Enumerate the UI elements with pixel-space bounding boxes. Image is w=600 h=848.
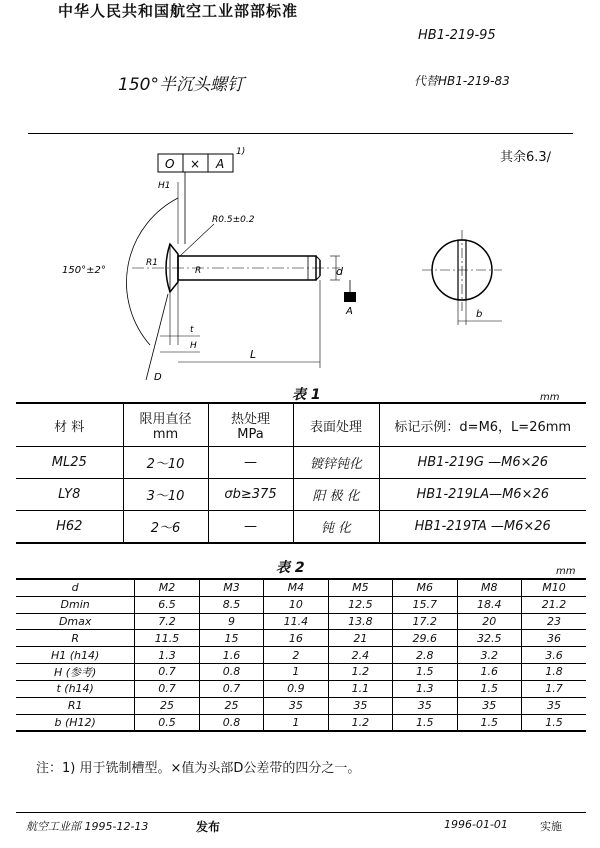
head-view bbox=[412, 225, 512, 335]
b-label: b bbox=[476, 309, 483, 320]
cell: σb≥375 bbox=[208, 479, 293, 511]
table-row bbox=[16, 647, 586, 664]
h1-label: H1 bbox=[158, 181, 171, 191]
table-row bbox=[16, 511, 586, 544]
cell: 镀锌钝化 bbox=[293, 447, 379, 479]
table1-unit: mm bbox=[540, 392, 560, 403]
cell: 29.6 bbox=[393, 630, 457, 647]
cell: 21 bbox=[328, 630, 392, 647]
cell: 6.5 bbox=[135, 596, 199, 613]
cell: M6 bbox=[393, 579, 457, 596]
cell: M5 bbox=[328, 579, 392, 596]
cell: H62 bbox=[16, 511, 123, 544]
cell: H1 (h14) bbox=[16, 647, 135, 664]
cell: 13.8 bbox=[328, 613, 392, 630]
dimensions-table bbox=[16, 578, 586, 732]
implementation-label: 实施 bbox=[540, 820, 562, 833]
header-diameter: 限用直径 mm bbox=[123, 403, 208, 447]
cell: 23 bbox=[521, 613, 586, 630]
cell: 1 bbox=[264, 663, 328, 680]
cell: 35 bbox=[457, 697, 521, 714]
cell: — bbox=[208, 511, 293, 544]
frame-cell-2: × bbox=[190, 157, 201, 171]
cell: Dmin bbox=[16, 596, 135, 613]
table-row bbox=[16, 596, 586, 613]
header-heat: 热处理 MPa bbox=[208, 403, 293, 447]
table2-caption: 表 2 bbox=[276, 560, 305, 576]
header-surface: 表面处理 bbox=[293, 403, 379, 447]
cell: 1.5 bbox=[457, 714, 521, 731]
cell: 12.5 bbox=[328, 596, 392, 613]
header-material: 材 料 bbox=[16, 403, 123, 447]
table-row bbox=[16, 697, 586, 714]
cell: 1.8 bbox=[521, 663, 586, 680]
cell: 25 bbox=[135, 697, 199, 714]
cell: 16 bbox=[264, 630, 328, 647]
cell: 17.2 bbox=[393, 613, 457, 630]
table-row bbox=[16, 613, 586, 630]
cell: 2～6 bbox=[123, 511, 208, 544]
cell: 1.6 bbox=[457, 663, 521, 680]
fillet-label: R0.5±0.2 bbox=[212, 215, 255, 225]
tolerance-frame bbox=[158, 147, 245, 244]
cell: 0.9 bbox=[264, 680, 328, 697]
cell: 2.4 bbox=[328, 647, 392, 664]
cell: 36 bbox=[521, 630, 586, 647]
cell: HB1-219G —M6×26 bbox=[379, 447, 586, 479]
materials-table bbox=[16, 402, 586, 544]
issue-label: 发布 bbox=[196, 820, 221, 834]
datum-label: A bbox=[346, 306, 353, 317]
cell: 10 bbox=[264, 596, 328, 613]
table-row bbox=[16, 663, 586, 680]
cell: 1.5 bbox=[521, 714, 586, 731]
table-header-row bbox=[16, 403, 586, 447]
frame-cell-3: A bbox=[216, 157, 225, 171]
cell: 3～10 bbox=[123, 479, 208, 511]
table-row bbox=[16, 447, 586, 479]
cell: 0.7 bbox=[135, 663, 199, 680]
frame-cell-1: O bbox=[165, 157, 175, 171]
cell: 0.8 bbox=[199, 663, 263, 680]
cell: 2～10 bbox=[123, 447, 208, 479]
cell: 2.8 bbox=[393, 647, 457, 664]
roughness-note: 其余6.3∕ bbox=[500, 150, 552, 165]
standard-number: HB1-219-95 bbox=[418, 28, 496, 43]
d-label: d bbox=[336, 265, 343, 278]
table-row bbox=[16, 680, 586, 697]
cell: M3 bbox=[199, 579, 263, 596]
cell: 35 bbox=[328, 697, 392, 714]
cell: 3.6 bbox=[521, 647, 586, 664]
footnote: 注：1) 用于铣制槽型。×值为头部D公差带的四分之一。 bbox=[36, 761, 361, 776]
big-d-label: D bbox=[154, 372, 162, 383]
implementation-date: 1996-01-01 bbox=[444, 818, 508, 831]
cell: M10 bbox=[521, 579, 586, 596]
table-header-row bbox=[16, 579, 586, 596]
cell: M4 bbox=[264, 579, 328, 596]
cell: 3.2 bbox=[457, 647, 521, 664]
table1-caption: 表 1 bbox=[292, 387, 321, 403]
cell: M2 bbox=[135, 579, 199, 596]
cell: R1 bbox=[16, 697, 135, 714]
cell: 1 bbox=[264, 714, 328, 731]
cell: M8 bbox=[457, 579, 521, 596]
cell: 0.7 bbox=[199, 680, 263, 697]
header-example: 标记示例：d=M6，L=26mm bbox=[379, 403, 586, 447]
issuer: 航空工业部 1995-12-13 bbox=[26, 820, 149, 833]
cell: 21.2 bbox=[521, 596, 586, 613]
angle-label: 150°±2° bbox=[62, 265, 106, 276]
cell: 1.5 bbox=[457, 680, 521, 697]
cell: 8.5 bbox=[199, 596, 263, 613]
cell: ML25 bbox=[16, 447, 123, 479]
cell: 1.7 bbox=[521, 680, 586, 697]
cell: 阳 极 化 bbox=[293, 479, 379, 511]
part-name: 150°半沉头螺钉 bbox=[118, 75, 244, 95]
cell: HB1-219TA —M6×26 bbox=[379, 511, 586, 544]
cell: 1.3 bbox=[135, 647, 199, 664]
cell: 1.1 bbox=[328, 680, 392, 697]
cell: 20 bbox=[457, 613, 521, 630]
cell: 35 bbox=[393, 697, 457, 714]
cell: 0.5 bbox=[135, 714, 199, 731]
table2-unit: mm bbox=[556, 566, 576, 577]
cell: 35 bbox=[264, 697, 328, 714]
cell: 9 bbox=[199, 613, 263, 630]
cell: 0.7 bbox=[135, 680, 199, 697]
frame-note: 1) bbox=[236, 147, 246, 157]
cell: 1.5 bbox=[393, 714, 457, 731]
r-label: R bbox=[195, 266, 202, 276]
cell: t (h14) bbox=[16, 680, 135, 697]
cell: 25 bbox=[199, 697, 263, 714]
table-row bbox=[16, 479, 586, 511]
top-rule bbox=[28, 133, 573, 134]
table-row bbox=[16, 714, 586, 731]
cell: 1.2 bbox=[328, 714, 392, 731]
cell: 11.4 bbox=[264, 613, 328, 630]
replaces-standard: 代替HB1-219-83 bbox=[414, 74, 510, 88]
cell: R bbox=[16, 630, 135, 647]
screw-drawing bbox=[40, 140, 410, 390]
cell: 11.5 bbox=[135, 630, 199, 647]
cell: 18.4 bbox=[457, 596, 521, 613]
l-label: L bbox=[250, 348, 257, 361]
cell: — bbox=[208, 447, 293, 479]
cell: 钝 化 bbox=[293, 511, 379, 544]
cell: H (参考) bbox=[16, 663, 135, 680]
table-row bbox=[16, 630, 586, 647]
cell: 15.7 bbox=[393, 596, 457, 613]
cell: 35 bbox=[521, 697, 586, 714]
cell: 1.2 bbox=[328, 663, 392, 680]
cell: 15 bbox=[199, 630, 263, 647]
cell: b (H12) bbox=[16, 714, 135, 731]
cell: d bbox=[16, 579, 135, 596]
cell: 0.8 bbox=[199, 714, 263, 731]
bottom-rule bbox=[16, 812, 586, 813]
cell: 1.6 bbox=[199, 647, 263, 664]
cell: 7.2 bbox=[135, 613, 199, 630]
cell: 2 bbox=[264, 647, 328, 664]
authority-title: 中华人民共和国航空工业部部标准 bbox=[58, 2, 299, 20]
cell: HB1-219LA—M6×26 bbox=[379, 479, 586, 511]
cell: Dmax bbox=[16, 613, 135, 630]
cell: 1.5 bbox=[393, 663, 457, 680]
cell: 32.5 bbox=[457, 630, 521, 647]
h-label: H bbox=[190, 341, 197, 351]
cell: 1.3 bbox=[393, 680, 457, 697]
t-label: t bbox=[190, 325, 194, 335]
r1-label: R1 bbox=[146, 258, 158, 268]
cell: LY8 bbox=[16, 479, 123, 511]
